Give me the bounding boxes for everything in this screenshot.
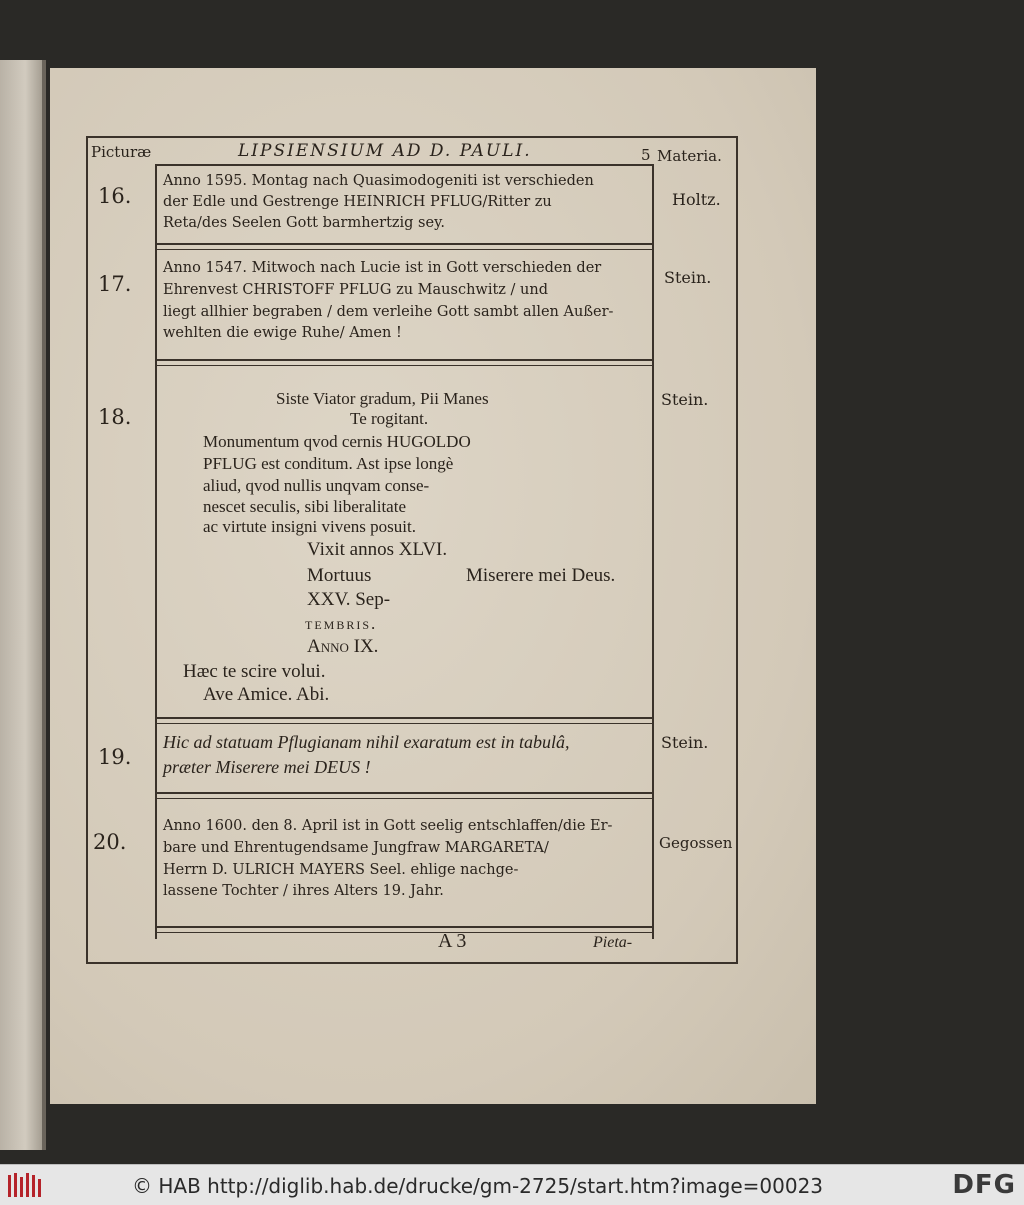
running-head: LIPSIENSIUM AD D. PAULI. bbox=[238, 141, 532, 161]
entry-text-line: Reta/des Seelen Gott barmhertzig sey. bbox=[163, 215, 445, 231]
material-label: Stein. bbox=[664, 268, 712, 287]
catchword: Pieta- bbox=[593, 934, 633, 951]
entry-text-line: Ehrenvest CHRISTOFF PFLUG zu Mauschwitz / und bbox=[163, 282, 548, 298]
epitaph-line: PFLUG est conditum. Ast ipse longè bbox=[203, 454, 454, 473]
entry-number: 18. bbox=[98, 405, 132, 429]
page-number: 5 bbox=[641, 146, 651, 164]
entry-text-line: Hic ad statuam Pflugianam nihil exaratum est in tabulâ, bbox=[163, 732, 570, 752]
epitaph-vixit: Vixit annos XLVI. bbox=[307, 539, 448, 560]
epitaph-line: aliud, qvod nullis unqvam conse- bbox=[203, 476, 430, 495]
row-separator bbox=[155, 926, 654, 928]
epitaph-heading: Te rogitant. bbox=[350, 409, 429, 428]
epitaph-date: Anno IX. bbox=[307, 636, 379, 657]
dfg-logo: DFG bbox=[952, 1170, 1016, 1200]
entry-number: 17. bbox=[98, 272, 132, 296]
header-left: Picturæ bbox=[91, 143, 152, 161]
entry-text-line: wehlten die ewige Ruhe/ Amen ! bbox=[163, 325, 402, 341]
footer-bar bbox=[0, 1164, 1024, 1205]
entry-number: 19. bbox=[98, 745, 132, 769]
entry-text-line: der Edle und Gestrenge HEINRICH PFLUG/Ritter zu bbox=[163, 194, 552, 210]
footer-permalink[interactable]: © HAB http://diglib.hab.de/drucke/gm-2725/start.htm?image=00023 bbox=[132, 1174, 824, 1198]
entry-text-line: Anno 1600. den 8. April ist in Gott seelig entschlaffen/die Er- bbox=[163, 818, 613, 834]
epitaph-heading: Siste Viator gradum, Pii Manes bbox=[276, 389, 489, 408]
epitaph-date: XXV. Sep- bbox=[307, 589, 391, 610]
entry-text-line: liegt allhier begraben / dem verleihe Gott sambt allen Außer- bbox=[163, 304, 614, 320]
hab-logo-icon bbox=[6, 1171, 46, 1199]
book-gutter bbox=[42, 60, 46, 1150]
material-label: Gegossen bbox=[659, 834, 733, 852]
material-label: Holtz. bbox=[672, 190, 721, 209]
entry-text-line: bare und Ehrentugendsame Jungfraw MARGARETA/ bbox=[163, 840, 549, 856]
entry-text-line: lassene Tochter / ihres Alters 19. Jahr. bbox=[163, 883, 444, 899]
epitaph-line: ac virtute insigni vivens posuit. bbox=[203, 517, 416, 536]
epitaph-line: Monumentum qvod cernis HUGOLDO bbox=[203, 432, 471, 451]
entry-text-line: Herrn D. ULRICH MAYERS Seel. ehlige nachge- bbox=[163, 862, 519, 878]
epitaph-closing: Ave Amice. Abi. bbox=[203, 684, 330, 705]
epitaph-mortuus: Mortuus bbox=[307, 565, 372, 586]
epitaph-date: tembris. bbox=[305, 614, 378, 633]
entry-text-line: Anno 1547. Mitwoch nach Lucie ist in Gott verschieden der bbox=[163, 260, 602, 276]
signature-mark: A 3 bbox=[438, 930, 467, 952]
epitaph-line: nescet seculis, sibi liberalitate bbox=[203, 497, 406, 516]
row-separator bbox=[155, 359, 654, 361]
entry-text-line: Anno 1595. Montag nach Quasimodogeniti ist verschieden bbox=[163, 173, 594, 189]
previous-page-edge bbox=[0, 60, 42, 1150]
header-rule bbox=[155, 164, 654, 166]
material-label: Stein. bbox=[661, 733, 709, 752]
row-separator bbox=[155, 792, 654, 794]
entry-text-line: præter Miserere mei DEUS ! bbox=[163, 757, 371, 777]
row-separator bbox=[155, 243, 654, 245]
epitaph-closing: Hæc te scire volui. bbox=[183, 661, 326, 682]
header-right: Materia. bbox=[657, 147, 722, 165]
epitaph-miserere: Miserere mei Deus. bbox=[466, 565, 616, 586]
entry-number: 20. bbox=[93, 830, 127, 854]
material-label: Stein. bbox=[661, 390, 709, 409]
entry-number: 16. bbox=[98, 184, 132, 208]
row-separator bbox=[155, 717, 654, 719]
